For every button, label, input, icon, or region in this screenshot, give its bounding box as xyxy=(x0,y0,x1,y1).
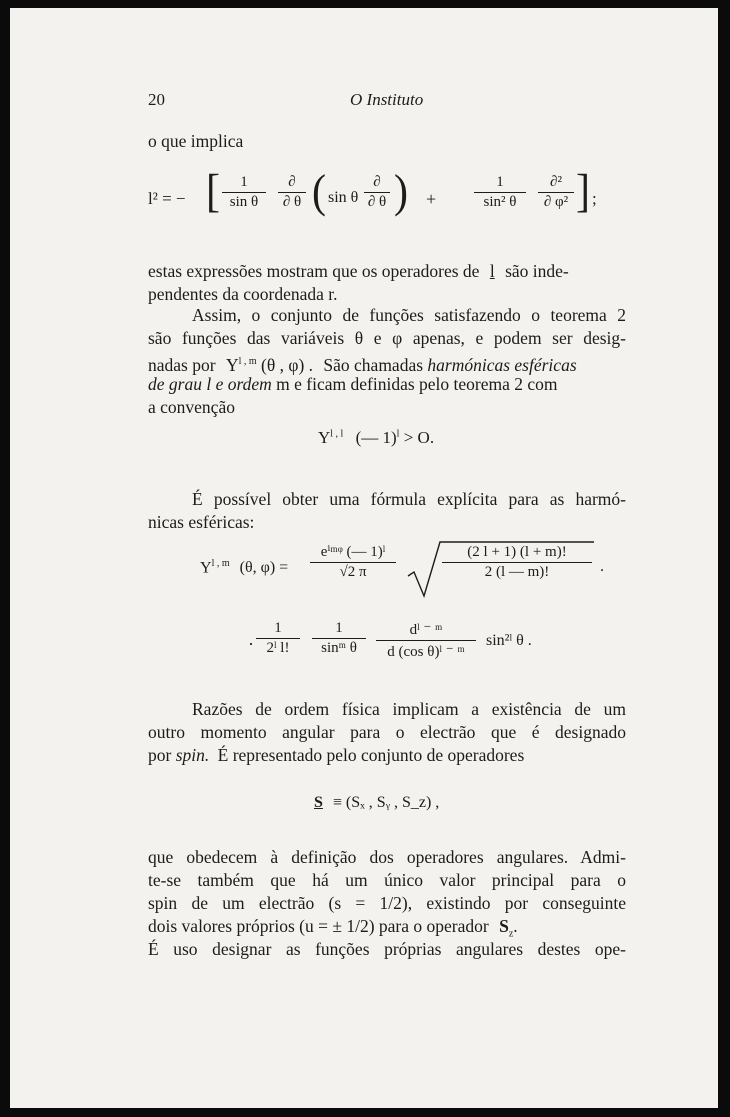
paragraph-assim-line2: são funções das variáveis θ e φ apenas, e podem ser desig- xyxy=(148,328,626,348)
eq1-frac1: 1 sin θ xyxy=(222,174,266,211)
document-page xyxy=(10,8,718,1108)
paragraph-angular-line5: É uso designar as funções próprias angulares destes ope- xyxy=(148,939,626,959)
equation-convention: Y$^{l , l}$ (— 1)$^l$ > O. xyxy=(318,428,435,447)
paragraph-angular-line3: spin de um electrão (s = 1/2), existindo por conseguinte xyxy=(148,893,626,913)
paragraph-operators-line2: pendentes da coordenada r. xyxy=(148,284,338,304)
eq1-frac2: ∂ ∂ θ xyxy=(278,174,306,211)
paragraph-intro: o que implica xyxy=(148,131,244,151)
eq3-dot: · xyxy=(248,634,254,654)
paragraph-formula-line2: nicas esféricas: xyxy=(148,512,255,532)
eq3-tail: sin²ˡ θ . xyxy=(486,632,532,649)
eq1-frac5: ∂² ∂ φ² xyxy=(538,174,574,211)
paragraph-spin-line2: outro momento angular para o electrão que é designado xyxy=(148,722,626,742)
eq1-right-bracket: ] xyxy=(576,166,590,218)
eq2-lhs: Y$^{l , m}$ (θ, φ) = xyxy=(200,558,289,577)
running-title: O Instituto xyxy=(350,90,424,109)
paragraph-angular-line1: que obedecem à definição dos operadores angulares. Admi- xyxy=(148,847,626,867)
paragraph-assim-line4: de grau l e ordem m e ficam definidas pelo teorema 2 com xyxy=(148,374,558,394)
eq1-lhs: l² = − xyxy=(148,189,186,208)
eq1-inner: sin θ xyxy=(328,189,359,206)
eq3-frac2: 1 sinᵐ θ xyxy=(312,620,366,657)
eq1-left-bracket: [ xyxy=(206,166,220,218)
eq1-frac4: 1 sin² θ xyxy=(474,174,526,211)
paragraph-spin-line3: por spin. É representado pelo conjunto de operadores xyxy=(148,745,525,765)
eq1-right-paren: ) xyxy=(394,166,408,218)
paragraph-angular-line4: dois valores próprios (u = ± 1/2) para o operador $S_z$. xyxy=(148,916,518,940)
page-number: 20 xyxy=(148,90,165,109)
paragraph-assim-line3: nadas por Y$^{l , m}$ (θ , φ) . São chamadas harmónicas esféricas xyxy=(148,354,577,375)
eq1-semicolon: ; xyxy=(592,189,597,208)
paragraph-spin-line1: Razões de ordem física implicam a existência de um xyxy=(192,699,626,719)
eq1-left-paren: ( xyxy=(312,166,326,218)
eq3-frac3: dˡ ⁻ ᵐ d (cos θ)ˡ ⁻ ᵐ xyxy=(376,620,476,661)
paragraph-formula-line1: É possível obter uma fórmula explícita para as harmó- xyxy=(192,489,626,509)
eq1-plus: + xyxy=(426,189,437,209)
eq2-period: . xyxy=(600,558,604,575)
eq3-frac1: 1 2ˡ l! xyxy=(256,620,300,657)
paragraph-assim-line5: a convenção xyxy=(148,397,235,417)
equation-spin: S ≡ (Sₓ , Sᵧ , S_z) , xyxy=(314,794,440,811)
eq2-frac-root: (2 l + 1) (l + m)! 2 (l — m)! xyxy=(442,544,592,581)
paragraph-angular-line2: te-se também que há um único valor principal para o xyxy=(148,870,626,890)
paragraph-operators: estas expressões mostram que os operadores de l são inde- xyxy=(148,261,569,281)
paragraph-assim-line1: Assim, o conjunto de funções satisfazendo o teorema 2 xyxy=(192,305,626,325)
eq1-frac3: ∂ ∂ θ xyxy=(364,174,390,211)
eq2-frac1: eⁱᵐᵠ (— 1)ˡ √2 π xyxy=(310,542,396,581)
